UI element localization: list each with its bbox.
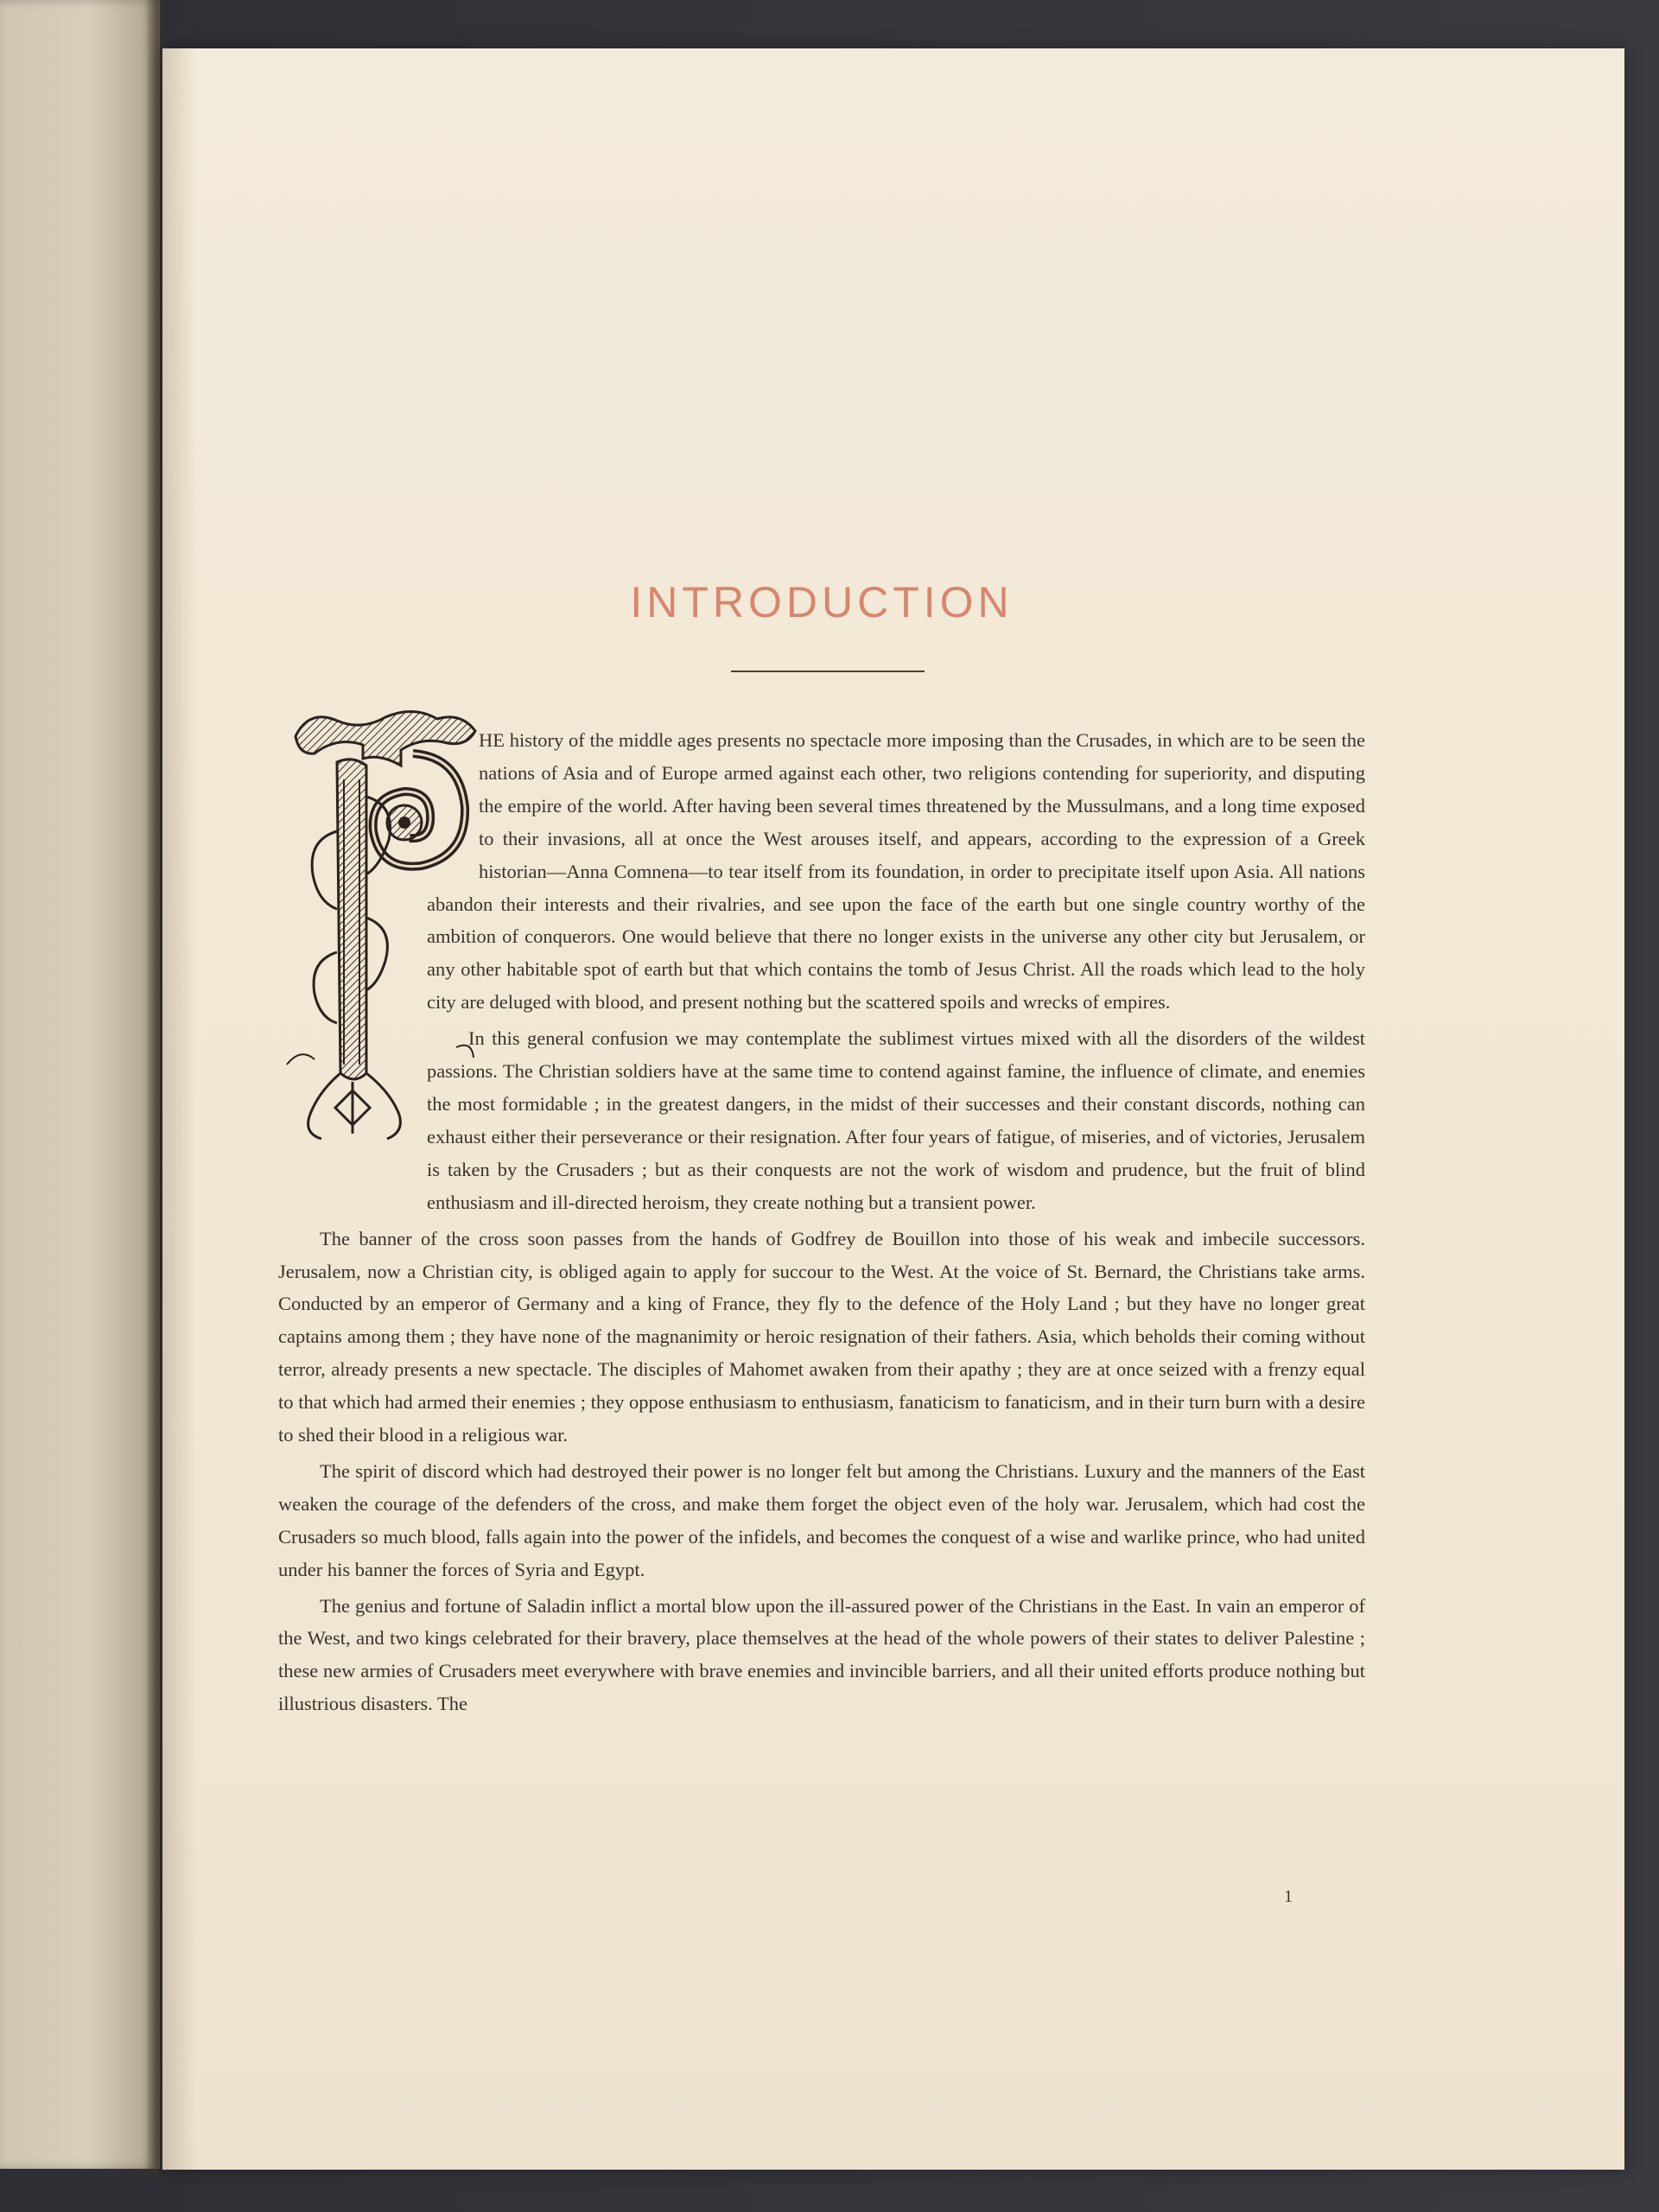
book-page bbox=[162, 48, 1624, 2170]
title-rule bbox=[731, 671, 925, 672]
introduction-body bbox=[278, 724, 1365, 1724]
paragraph-5: The genius and fortune of Saladin inflict a mortal blow upon the ill-assured power of the Christians in the East. In vain an emperor of the West, and two kings celebrated for their bravery, place themselves at the head of the whole powers of their states to deliver Palestine ; these new armies of Crusaders meet everywhere with brave enemies and invincible barriers, and all their united efforts produce nothing but illustrious disasters. The bbox=[278, 1594, 1365, 1715]
paragraph-4: The spirit of discord which had destroyed their power is no longer felt but among the Christians. Luxury and the manners of the East weaken the courage of the defenders of the cross, and make them forget the object even of the holy war. Jerusalem, which had cost the Crusaders so much blood, falls again into the power of the infidels, and becomes the conquest of a wise and warlike prince, who had united under his banner the forces of Syria and Egypt. bbox=[278, 1459, 1365, 1580]
page-title: INTRODUCTION bbox=[630, 578, 1014, 626]
drop-cap-space bbox=[278, 724, 479, 881]
page-number: 1 bbox=[1284, 1887, 1293, 1906]
paragraph-3: The banner of the cross soon passes from the hands of Godfrey de Bouillon into those of his weak and imbecile successors. Jerusalem, now a Christian city, is obliged again to apply for succour to the West. At the voice of St. Bernard, the Christians take arms. Conducted by an emperor of Germany and a king of France, they fly to the defence of the Holy Land ; but they have no longer great captains among them ; they have none of the magnanimity or heroic resignation of their fathers. Asia, which beholds their coming without terror, already presents a new spectacle. The disciples of Mahomet awaken from their apathy ; they are at once seized with a frenzy equal to that which had armed their enemies ; they oppose enthusiasm to enthusiasm, fanaticism to fanaticism, and in their turn burn with a desire to shed their blood in a religious war. bbox=[278, 1227, 1365, 1446]
drop-cap-space bbox=[278, 881, 427, 1210]
left-page-edge bbox=[0, 0, 160, 2169]
paragraph-2: In this general confusion we may contemplate the sublimest virtues mixed with all the disorders of the wildest passions. The Christian soldiers have at the same time to contend against famine, the influence of climate, and enemies the most formidable ; in the greatest dangers, in the midst of their successes and their constant discords, nothing can exhaust either their perseverance or their resignation. After four years of fatigue, of miseries, and of victories, Jerusalem is taken by the Crusaders ; but as their conquests are not the work of wisdom and prudence, but the fruit of blind enthusiasm and ill-directed heroism, they create nothing but a transient power. bbox=[427, 1027, 1365, 1213]
paragraph-1: HE history of the middle ages presents no spectacle more imposing than the Crusades, in which are to be seen the nations of Asia and of Europe armed against each other, two religions contending for superiority, and disputing the empire of the world. After having been several times threatened by the Mussulmans, and a long time exposed to their invasions, all at once the West arouses itself, and appears, according to the expression of a Greek historian—Anna Comnena—to tear itself from its foundation, in order to precipitate itself upon Asia. All nations abandon their interests and their rivalries, and see upon the face of the earth but one single country worthy of the ambition of conquerors. One would believe that there no longer exists in the universe any other city but Jerusalem, or any other habitable spot of earth but that which contains the tomb of Jesus Christ. All the roads which lead to the holy city are deluged with blood, and present nothing but the scattered spoils and wrecks of empires. bbox=[427, 729, 1365, 1014]
